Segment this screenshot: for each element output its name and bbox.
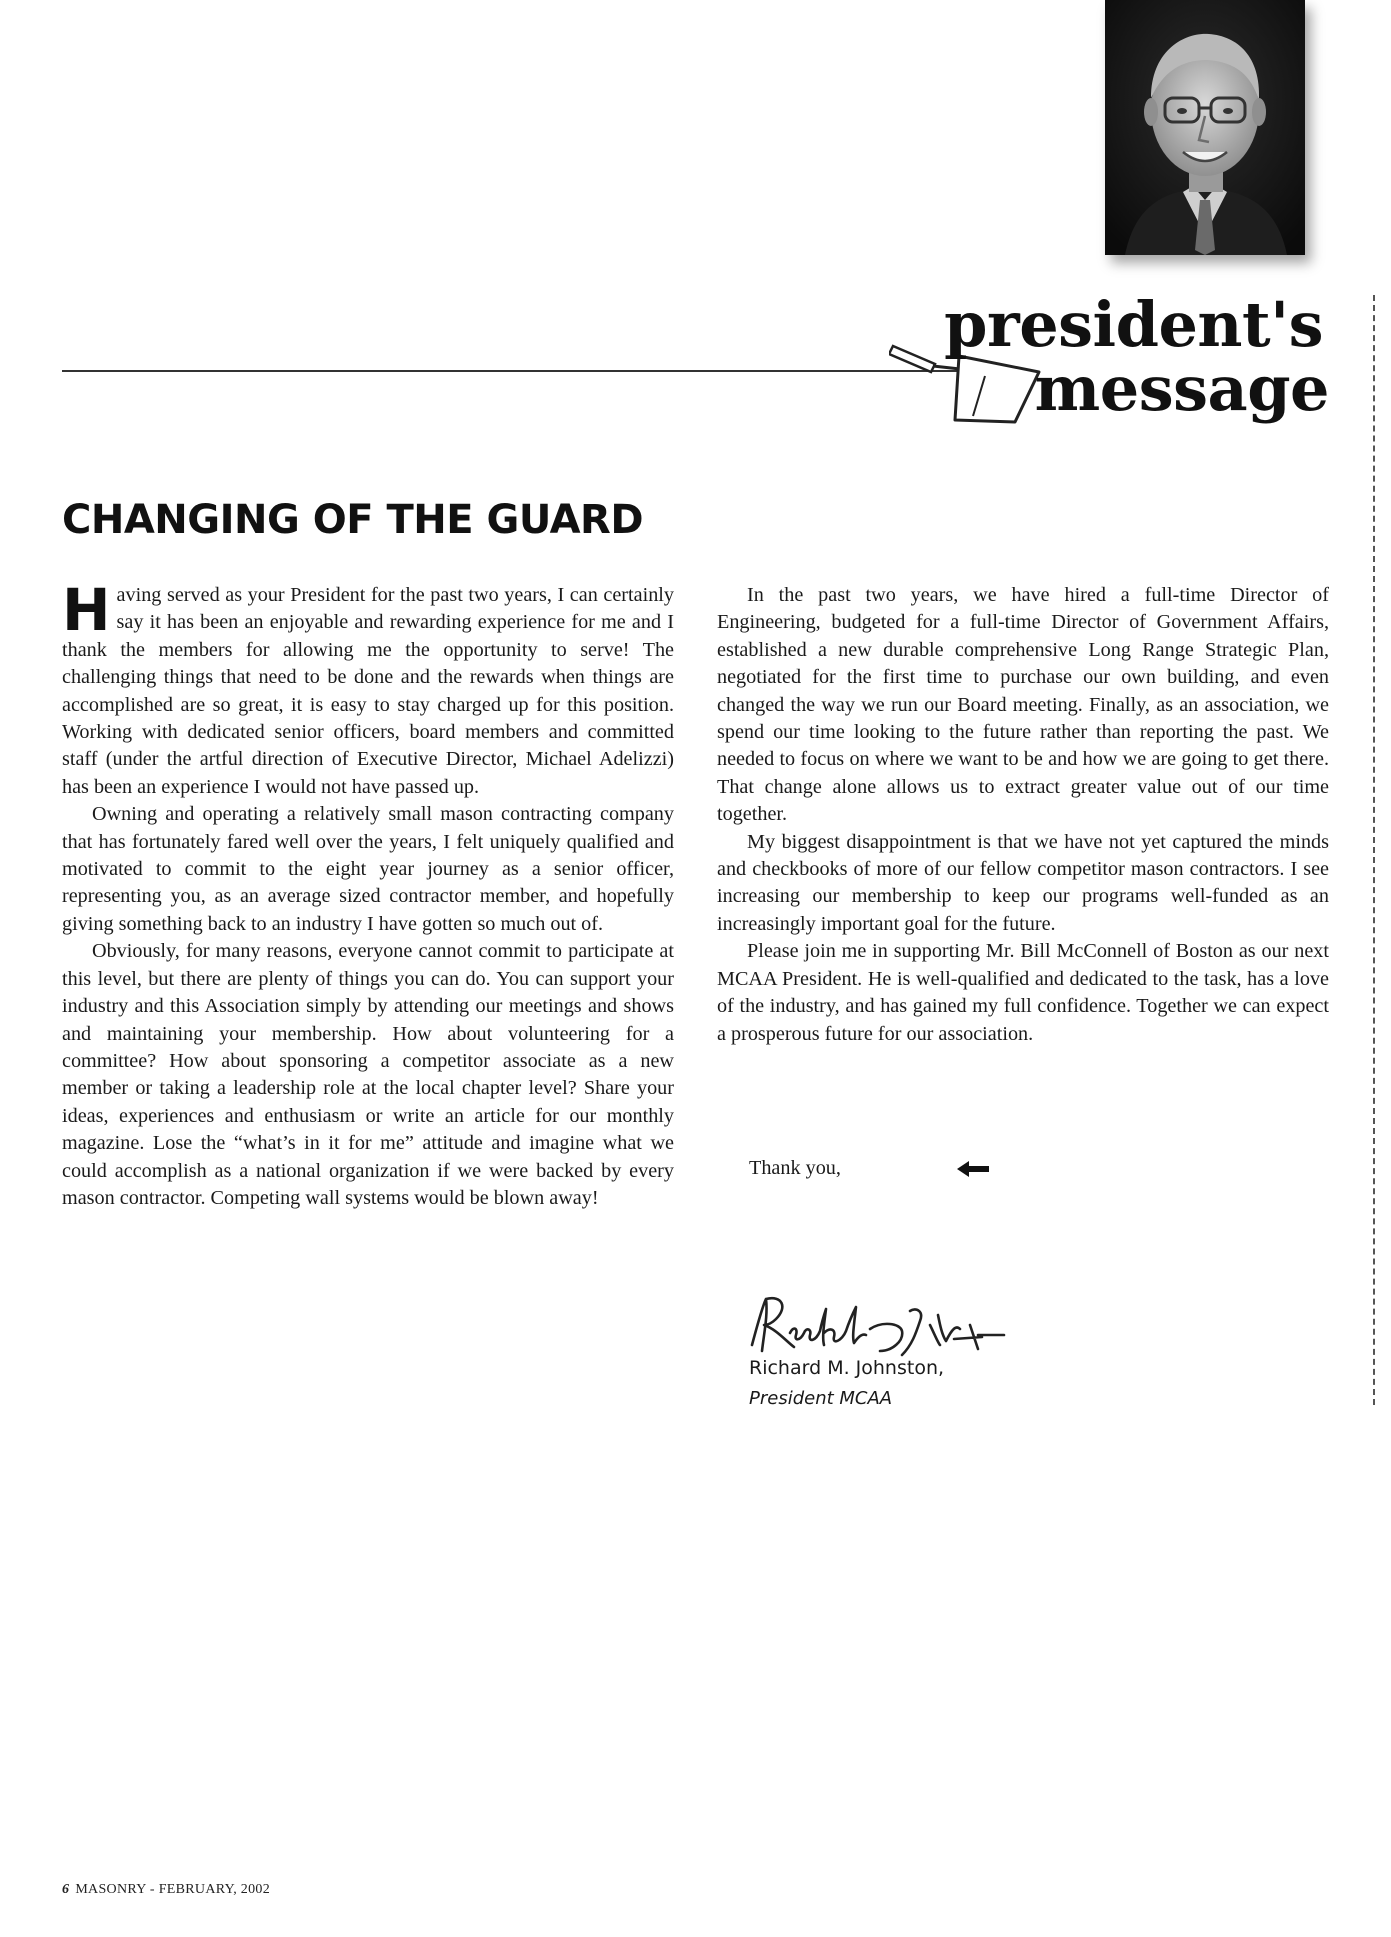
president-portrait-photo [1105, 0, 1305, 255]
page-number: 6 [62, 1882, 70, 1897]
paragraph-1-text: aving served as your President for the past two years, I can certainly say it has been an enjoyable and rewarding experience for me and I thank the members for allowing me the opportunity to serve! The challenging things that need to be done and the rewards when things are accomplished are so great, it is easy to stay charged up for this position. Working with dedicated senior officers, board members and committed staff (under the artful direction of Executive Director, Michael Adelizzi) has been an experience I would not have passed up. [62, 584, 674, 798]
article-right-column [717, 582, 1329, 1048]
article-left-column [62, 576, 674, 1212]
paragraph-2: Owning and operating a relatively small mason contracting company that has fortunately fared well over the years, I felt uniquely qualified and motivated to commit to the eight year journey as a senior officer, representing you, as an average sized contractor member, and hopefully giving something back to an industry I have gotten so much out of. [62, 803, 674, 935]
section-title-line2: message [1034, 352, 1329, 425]
drop-cap: H [62, 576, 111, 644]
signer-title: President MCAA [749, 1388, 893, 1409]
section-title-line1: president's [944, 288, 1323, 361]
closing-text: Thank you, [749, 1157, 841, 1179]
publication-info: MASONRY - FEBRUARY, 2002 [75, 1882, 271, 1897]
paragraph-5: My biggest disappointment is that we have not yet captured the minds and checkbooks of more of our fellow competitor mason contractors. I see increasing our membership to keep our programs well-funded as an increasingly important goal for the future. [717, 830, 1329, 935]
paragraph-4: In the past two years, we have hired a full-time Director of Engineering, budgeted for a full-time Director of Government Affairs, established a new durable comprehensive Long Range Strategic Plan, negotiated for the first time to purchase our own building, and even changed the way we run our Board meeting. Finally, as an association, we spend our time looking to the future rather than reporting the past. We needed to focus on where we want to be and how we are going to get there. That change alone allows us to extract greater value out of our time together. [717, 584, 1329, 826]
page-footer [62, 1882, 270, 1898]
section-title [889, 290, 1329, 440]
paragraph-6: Please join me in supporting Mr. Bill McConnell of Boston as our next MCAA President. He is well-qualified and dedicated to the task, has a love of the industry, and has gained my full confidence. Together we can expect a prosperous future for our association. [717, 940, 1329, 1045]
paragraph-3: Obviously, for many reasons, everyone cannot commit to participate at this level, but there are plenty of things you can do. You can support your industry and this Association simply by attending our meetings and shows and maintaining your membership. How about volunteering for a committee? How about sponsoring a competitor associate as a new member or taking a leadership role at the local chapter level? Share your ideas, experiences and enthusiasm or write an article for our monthly magazine. Lose the “what’s in it for me” attitude and imagine what we could accomplish as a national organization if we were backed by every mason contractor. Competing wall systems would be blown away! [62, 940, 674, 1209]
arrow-left-icon [955, 1159, 991, 1179]
paragraph-1 [62, 576, 674, 801]
article-headline: CHANGING OF THE GUARD [62, 497, 644, 543]
handwritten-signature [742, 1285, 1012, 1365]
signer-name: Richard M. Johnston, [749, 1357, 945, 1379]
margin-dashed-line [1373, 295, 1375, 1405]
section-header-rule [62, 370, 1022, 372]
